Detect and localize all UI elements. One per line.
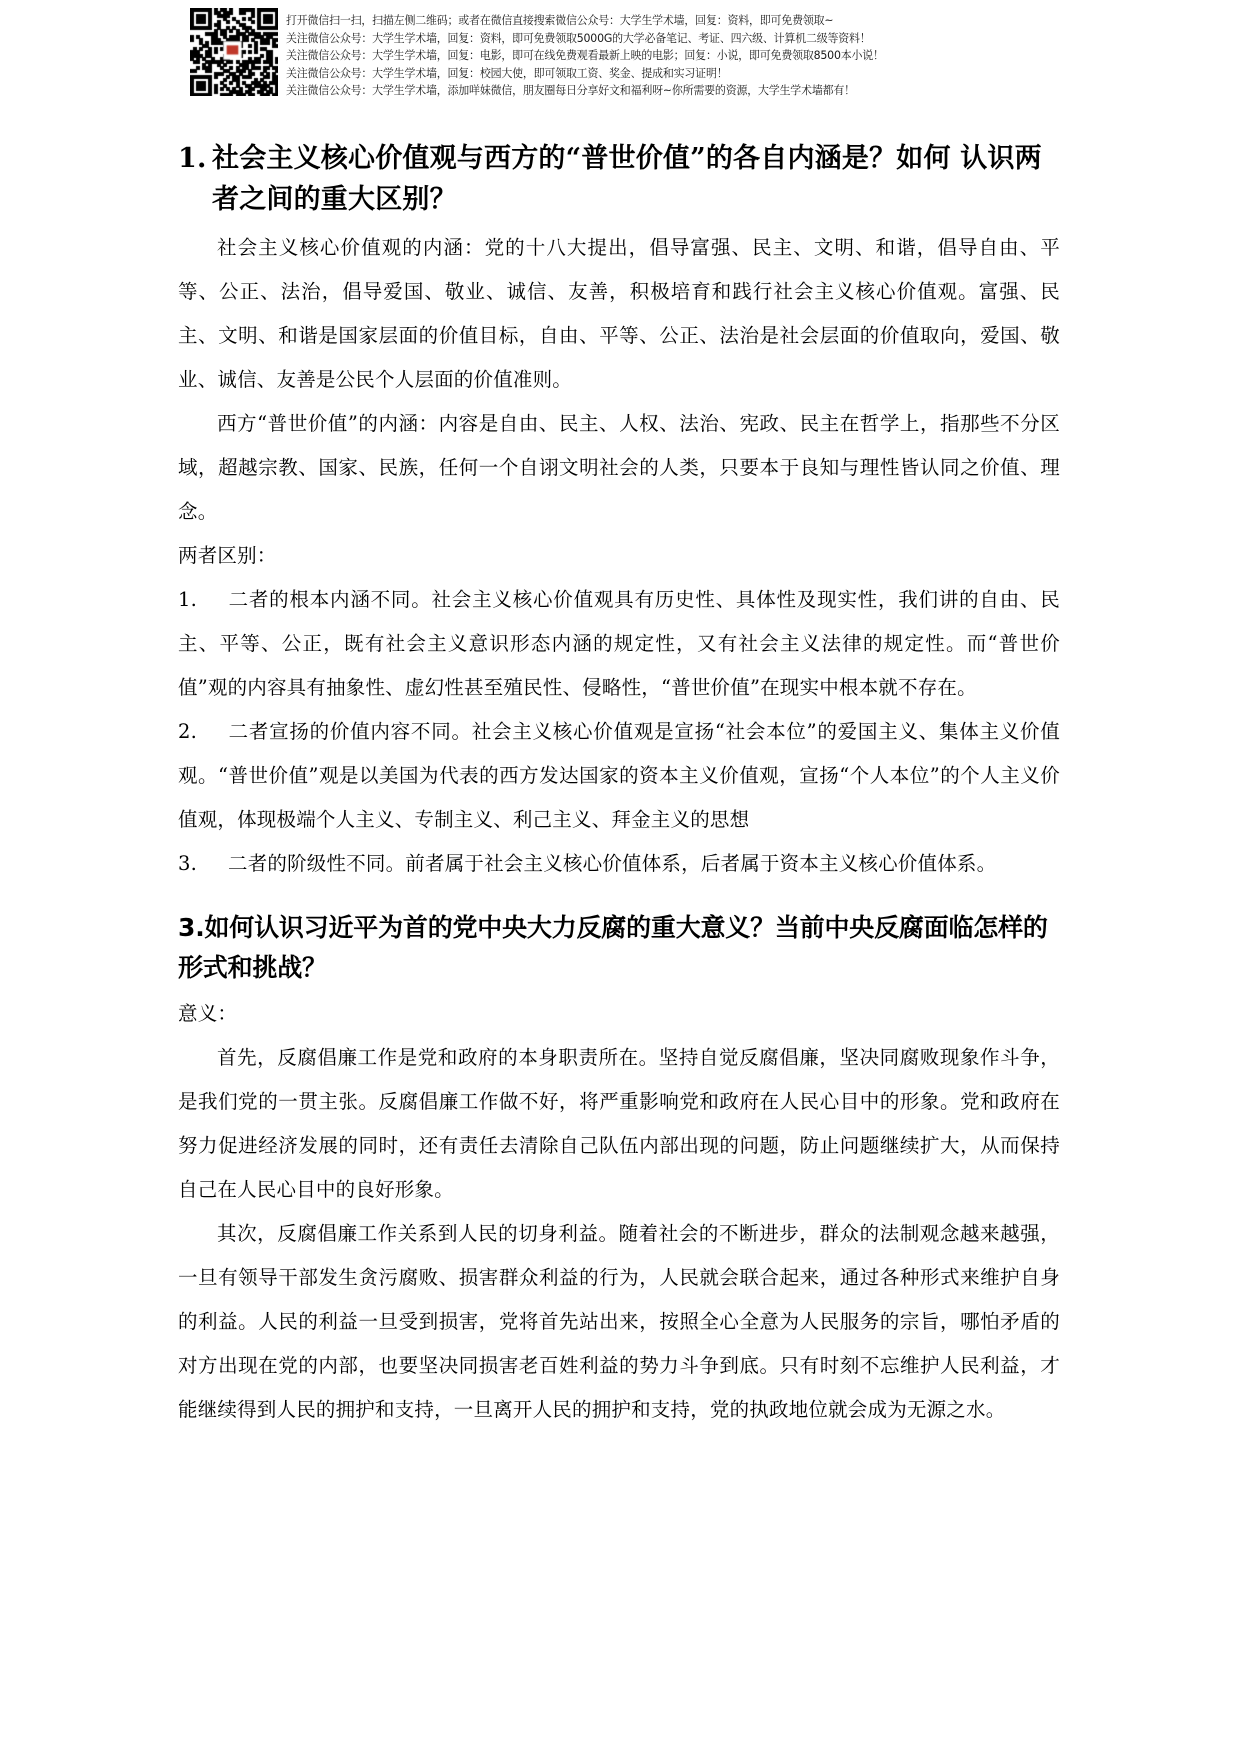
list-item [178, 578, 1060, 710]
question-3-paragraph-1: 首先，反腐倡廉工作是党和政府的本身职责所在。坚持自觉反腐倡廉，坚决同腐败现象作斗争，是我们党的一贯主张。反腐倡廉工作做不好，将严重影响党和政府在人民心目中的形象。党和政府在努力促进经济发展的同时，还有责任去清除自己队伍内部出现的问题，防止问题继续扩大，从而保持自己在人民心目中的良好形象。 [178, 1046, 1060, 1201]
list-item-text: 二者宣扬的价值内容不同。社会主义核心价值观是宣扬“社会本位”的爱国主义、集体主义价值观。“普世价值”观是以美国为代表的西方发达国家的资本主义价值观，宣扬“个人本位”的个人主义价值观，体现极端个人主义、专制主义、利己主义、拜金主义的思想 [178, 720, 1060, 831]
list-item-text: 二者的根本内涵不同。社会主义核心价值观具有历史性、具体性及现实性，我们讲的自由、民主、平等、公正，既有社会主义意识形态内涵的规定性，又有社会主义法律的规定性。而“普世价值”观的内容具有抽象性、虚幻性甚至殖民性、侵略性，“普世价值”在现实中根本就不存在。 [178, 588, 1060, 699]
promo-header [190, 8, 1210, 100]
question-3-title-line-2: 腐面临怎样的形式和挑战？ [178, 913, 1048, 982]
differences-label: 两者区别： [178, 544, 277, 567]
promo-line: 打开微信扫一扫，扫描左侧二维码；或者在微信直接搜索微信公众号：大学生学术墙，回复：资料，即可免费领取~ [286, 14, 834, 27]
list-item-text: 二者的阶级性不同。前者属于社会主义核心价值体系，后者属于资本主义核心价值体系。 [228, 852, 997, 875]
question-1-number: 1. [178, 143, 207, 174]
list-item-marker: 3. [178, 852, 198, 875]
promo-line: 关注微信公众号：大学生学术墙，回复：校园大使，即可领取工资、奖金、提成和实习证明！ [286, 66, 728, 80]
question-3-heading [178, 908, 1060, 988]
promo-text-block [286, 8, 1210, 100]
question-1-heading [178, 138, 1060, 220]
question-1-paragraph-1: 社会主义核心价值观的内涵：党的十八大提出，倡导富强、民主、文明、和谐，倡导自由、平等、公正、法治，倡导爱国、敬业、诚信、友善，积极培育和践行社会主义核心价值观。富强、民主、文明、和谐是国家层面的价值目标，自由、平等、公正、法治是社会层面的价值取向，爱国、敬业、诚信、友善是公民个人层面的价值准则。 [178, 236, 1060, 391]
promo-line: 关注微信公众号：大学生学术墙，添加咩妹微信，朋友圈每日分享好文和福利呀~你所需要的资源，大学生学术墙都有！ [286, 84, 855, 98]
meaning-label: 意义： [178, 1002, 238, 1025]
question-3-title-line-1: 3.如何认识习近平为首的党中央大力反腐的重大意义？当前中央反 [178, 913, 899, 942]
differences-list [178, 578, 1060, 886]
qr-code-icon [190, 8, 278, 96]
question-1-paragraph-2: 西方“普世价值”的内涵：内容是自由、民主、人权、法治、宪政、民主在哲学上，指那些不分区域，超越宗教、国家、民族，任何一个自诩文明社会的人类，只要本于良知与理性皆认同之价值、理念。 [178, 412, 1060, 523]
document-content [0, 120, 1240, 1432]
promo-line: 关注微信公众号：大学生学术墙，回复：资料，即可免费领取5000G的大学必备笔记、考证、四六级、计算机二级等资料！ [286, 31, 871, 45]
promo-line: 关注微信公众号：大学生学术墙，回复：电影，即可在线免费观看最新上映的电影；回复：小说，即可免费领取8500本小说！ [286, 49, 884, 63]
list-item-marker: 1. [178, 588, 198, 611]
list-item [178, 842, 1060, 886]
question-1-title-line-1: 社会主义核心价值观与西方的“普世价值”的各自内涵是？如何 [212, 143, 951, 174]
question-1-title-line-2: 认识两者之间的重大区别？ [212, 143, 1042, 215]
list-item-marker: 2. [178, 720, 198, 743]
question-3-paragraph-2: 其次，反腐倡廉工作关系到人民的切身利益。随着社会的不断进步，群众的法制观念越来越强，一旦有领导干部发生贪污腐败、损害群众利益的行为，人民就会联合起来，通过各种形式来维护自身的利益。人民的利益一旦受到损害，党将首先站出来，按照全心全意为人民服务的宗旨，哪怕矛盾的对方出现在党的内部，也要坚决同损害老百姓利益的势力斗争到底。只有时刻不忘维护人民利益，才能继续得到人民的拥护和支持，一旦离开人民的拥护和支持，党的执政地位就会成为无源之水。 [178, 1222, 1060, 1421]
list-item [178, 710, 1060, 842]
